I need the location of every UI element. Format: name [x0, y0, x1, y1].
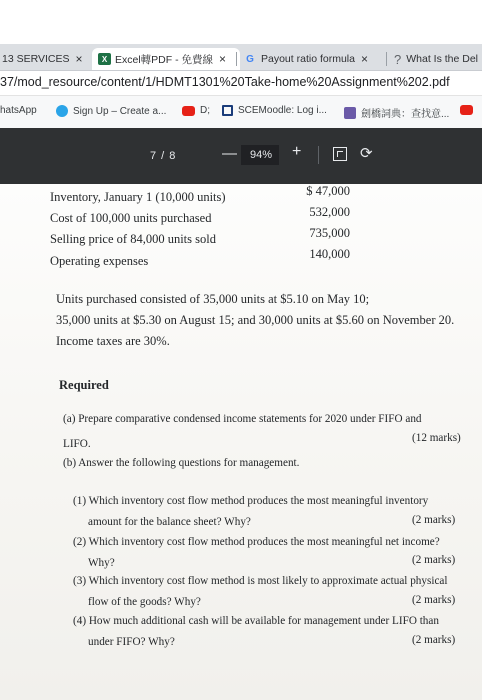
- bookmark-label: D;: [200, 105, 210, 116]
- zoom-level[interactable]: 94%: [250, 149, 273, 161]
- question-marks: (2 marks): [412, 554, 456, 566]
- tab-label: What Is the Del: [406, 53, 479, 65]
- table-row-value: 140,000: [309, 247, 350, 261]
- bookmark-label: 劍橋詞典：查找意...: [361, 109, 450, 120]
- table-row-value: $ 47,000: [306, 184, 350, 198]
- signup-icon: [56, 105, 68, 117]
- tab-label: Excel轉PDF - 免費線: [115, 53, 214, 66]
- bookmark-youtube[interactable]: [182, 105, 210, 116]
- address-bar[interactable]: [0, 71, 482, 96]
- tab-label: 13 SERVICES: [2, 53, 70, 65]
- tab-what-is[interactable]: [392, 48, 482, 70]
- question-icon: ?: [394, 51, 402, 67]
- question-line: (4) How much additional cash will be available for management under LIFO than: [73, 615, 439, 627]
- bookmark-label: Sign Up – Create a...: [73, 105, 167, 117]
- required-heading: Required: [59, 378, 109, 392]
- part-a-line: LIFO.: [63, 438, 91, 450]
- toolbar-separator: [318, 146, 319, 164]
- pdf-page-content: [0, 184, 482, 700]
- table-row-label: Cost of 100,000 units purchased: [50, 211, 212, 225]
- paragraph-line: Units purchased consisted of 35,000 units at $5.10 on May 10;: [56, 292, 370, 306]
- bookmark-label: SCEMoodle: Log i...: [238, 105, 327, 116]
- tab-services[interactable]: [0, 48, 90, 70]
- tab-bar: [0, 44, 482, 71]
- close-icon[interactable]: ×: [360, 52, 368, 66]
- part-a-line: (a) Prepare comparative condensed income statements for 2020 under FIFO and: [63, 413, 422, 425]
- bookmarks-bar: [0, 96, 482, 129]
- question-line: (1) Which inventory cost flow method produces the most meaningful inventory: [73, 495, 429, 507]
- bookmark-signup[interactable]: [56, 105, 166, 117]
- zoom-in-button[interactable]: +: [292, 143, 302, 160]
- youtube-icon: [182, 106, 195, 116]
- question-line: (2) Which inventory cost flow method produces the most meaningful net income?: [73, 536, 440, 548]
- part-b-line: (b) Answer the following questions for management.: [63, 457, 300, 469]
- paragraph-line: Income taxes are 30%.: [56, 334, 170, 348]
- table-row-value: 735,000: [309, 226, 350, 240]
- page-indicator[interactable]: 7 / 8: [150, 150, 177, 162]
- close-icon[interactable]: ×: [75, 52, 83, 66]
- question-line: amount for the balance sheet? Why?: [88, 516, 251, 528]
- table-row-label: Operating expenses: [50, 254, 149, 268]
- pdf-toolbar: [0, 128, 482, 184]
- rotate-icon[interactable]: ⟳: [360, 145, 373, 162]
- table-row-value: 532,000: [309, 205, 350, 219]
- table-row-label: Selling price of 84,000 units sold: [50, 232, 216, 246]
- tab-excel-pdf[interactable]: [92, 48, 240, 70]
- bookmark-youtube-2[interactable]: [460, 105, 478, 115]
- youtube-icon: [460, 105, 473, 115]
- question-marks: (2 marks): [412, 634, 456, 646]
- paragraph-line: 35,000 units at $5.30 on August 15; and 30,000 units at $5.60 on November 20.: [56, 313, 455, 327]
- question-marks: (2 marks): [412, 514, 456, 526]
- question-line: (3) Which inventory cost flow method is most likely to approximate actual physical: [73, 575, 448, 587]
- bookmark-cambridge-dict[interactable]: [344, 105, 449, 120]
- question-line: under FIFO? Why?: [88, 636, 175, 648]
- bookmark-whatsapp[interactable]: [0, 105, 37, 116]
- question-marks: (2 marks): [412, 594, 456, 606]
- part-a-marks: (12 marks): [412, 432, 461, 444]
- top-band: [0, 0, 482, 44]
- bookmark-label: hatsApp: [0, 105, 37, 116]
- fit-page-icon[interactable]: [333, 147, 347, 161]
- question-line: Why?: [88, 557, 115, 569]
- bookmark-scemoodle[interactable]: [222, 105, 327, 116]
- tab-label: Payout ratio formula: [261, 53, 355, 65]
- tab-separator: [386, 52, 387, 66]
- tab-payout-ratio[interactable]: [240, 48, 386, 70]
- excel-icon: X: [98, 53, 111, 65]
- zoom-out-button[interactable]: —: [222, 145, 237, 162]
- dictionary-icon: [344, 107, 356, 119]
- google-icon: G: [246, 53, 254, 65]
- close-icon[interactable]: ×: [219, 52, 227, 66]
- moodle-icon: [222, 105, 233, 116]
- tab-separator: [236, 52, 237, 66]
- url-text[interactable]: 37/mod_resource/content/1/HDMT1301%20Take-home%20Assignment%202.pdf: [0, 75, 450, 89]
- table-row-label: Inventory, January 1 (10,000 units): [50, 190, 226, 204]
- question-line: flow of the goods? Why?: [88, 596, 201, 608]
